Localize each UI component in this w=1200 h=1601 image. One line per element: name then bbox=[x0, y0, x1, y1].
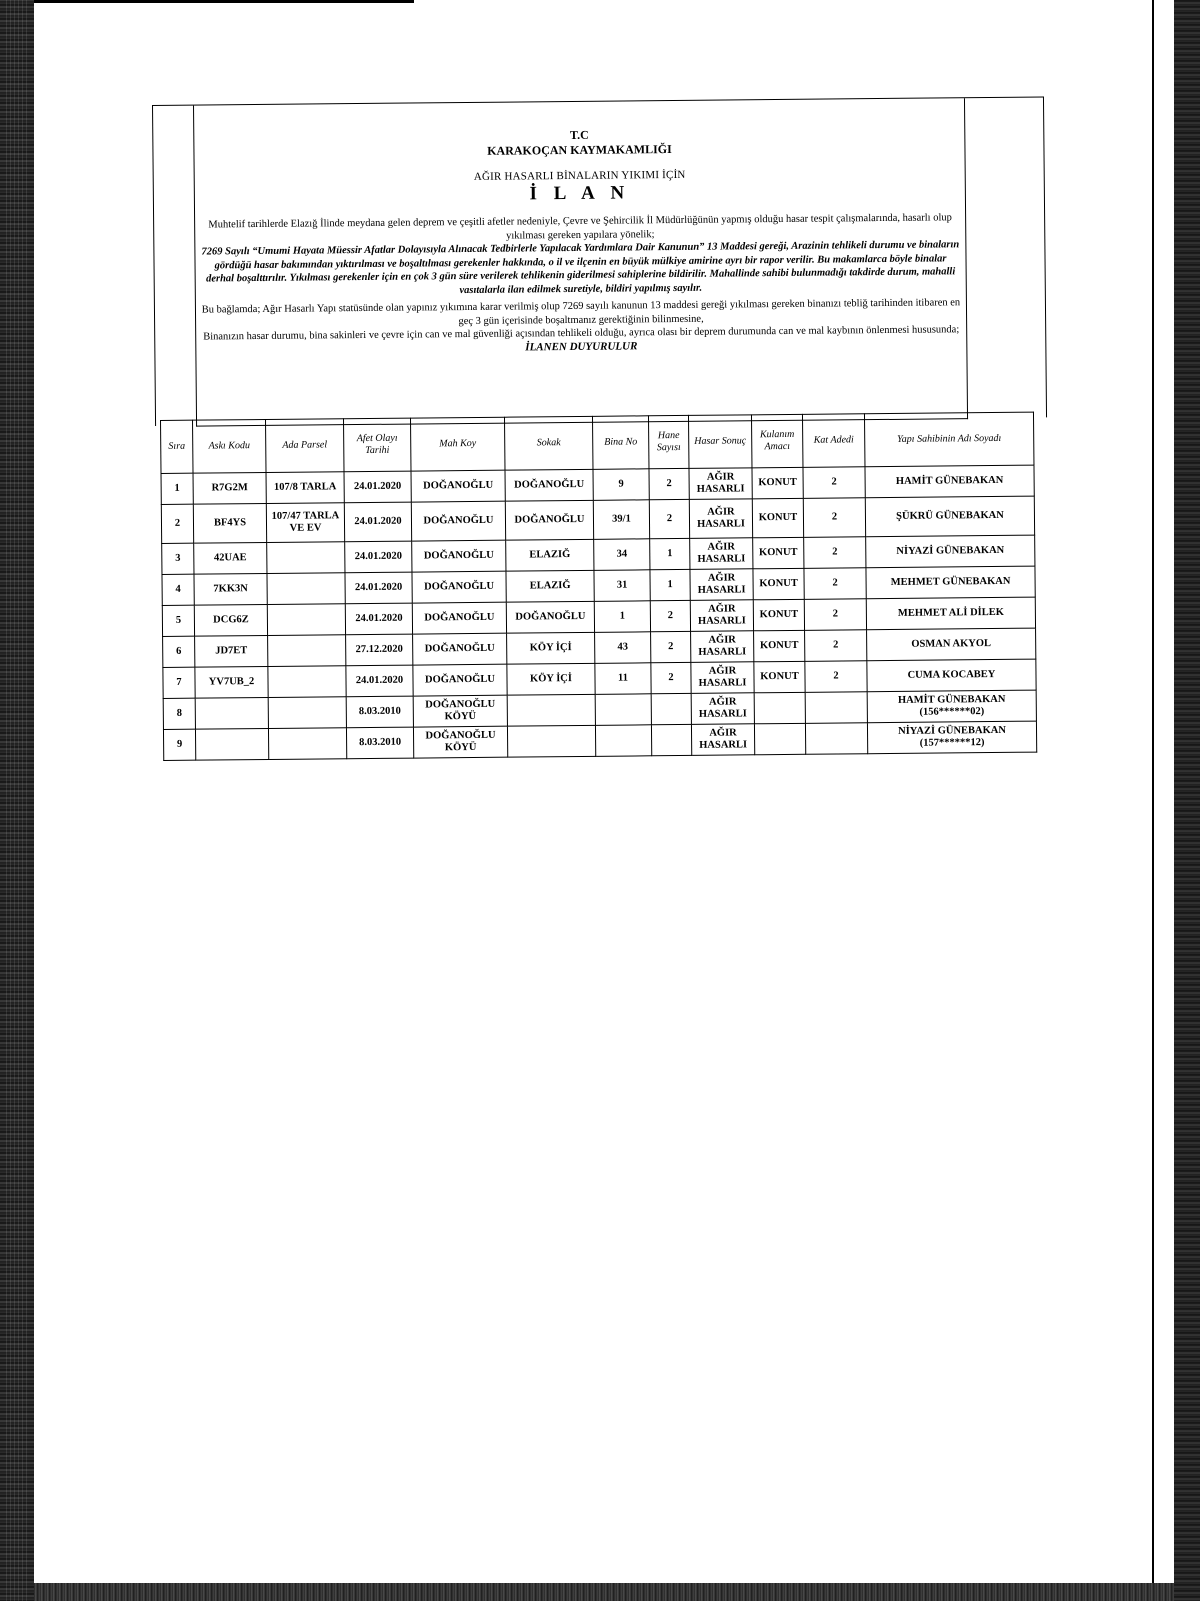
cell-sokak: KÖY İÇİ bbox=[507, 663, 595, 695]
cell-mah-koy: DOĞANOĞLU bbox=[411, 470, 505, 502]
cell-afet-tarihi: 27.12.2020 bbox=[346, 634, 413, 666]
cell-sira: 7 bbox=[163, 667, 195, 698]
cell-kat-adedi: 2 bbox=[805, 630, 867, 662]
cell-hane-sayisi: 2 bbox=[651, 631, 691, 662]
cell-sira: 6 bbox=[163, 636, 195, 667]
cell-kullanim-amaci: KONUT bbox=[753, 568, 804, 599]
cell-bina-no bbox=[595, 725, 651, 757]
cell-sokak: ELAZIĞ bbox=[506, 539, 594, 571]
col-header-kat-adedi: Kat Adedi bbox=[802, 414, 865, 468]
cell-mah-koy: DOĞANOĞLU bbox=[412, 602, 506, 634]
cell-kullanim-amaci: KONUT bbox=[752, 498, 803, 537]
cell-aski-kodu: DCG6Z bbox=[194, 604, 267, 636]
col-header-afet-tarihi: Afet Olayı Tarihi bbox=[343, 418, 411, 472]
cell-bina-no: 34 bbox=[594, 539, 650, 571]
buildings-table-wrapper bbox=[160, 412, 1043, 761]
cell-ada-parsel bbox=[267, 573, 345, 605]
cell-sira: 1 bbox=[161, 473, 193, 504]
cell-hasar-sonuc: AĞIR HASARLI bbox=[689, 468, 752, 500]
cell-kat-adedi: 2 bbox=[805, 661, 867, 693]
cell-hane-sayisi: 2 bbox=[649, 499, 689, 538]
cell-afet-tarihi: 8.03.2010 bbox=[346, 696, 413, 728]
cell-afet-tarihi: 24.01.2020 bbox=[346, 665, 413, 697]
cell-bina-no: 1 bbox=[594, 601, 650, 633]
cell-mah-koy: DOĞANOĞLU bbox=[412, 540, 506, 572]
notice-paragraph-safety: Binanızın hasar durumu, bina sakinleri ve çevre için can ve mal güvenliği açısından tehlikeli olduğu, ayrıca olası bir deprem durumunda can ve mal kaybının önlenmesi hususunda; bbox=[203, 324, 960, 343]
cell-ada-parsel bbox=[267, 542, 345, 574]
cell-ada-parsel bbox=[268, 666, 346, 698]
cell-yapi-sahibi: OSMAN AKYOL bbox=[867, 628, 1036, 661]
cell-hane-sayisi: 2 bbox=[650, 600, 690, 631]
notice-subtitle: AĞIR HASARLI BİNALARIN YIKIMI İÇİN bbox=[473, 168, 686, 183]
cell-hasar-sonuc: AĞIR HASARLI bbox=[691, 662, 754, 694]
cell-ada-parsel: 107/8 TARLA bbox=[266, 472, 344, 504]
cell-aski-kodu: BF4YS bbox=[193, 503, 266, 543]
cell-yapi-sahibi: MEHMET GÜNEBAKAN bbox=[866, 566, 1035, 599]
col-header-kullanim-amaci: Kulanım Amacı bbox=[751, 414, 803, 467]
cell-sokak bbox=[507, 694, 595, 726]
cell-kullanim-amaci: KONUT bbox=[753, 599, 804, 630]
cell-kat-adedi: 2 bbox=[804, 599, 866, 631]
notice-paragraph-law: 7269 Sayılı “Umumi Hayata Müessir Afatlar Dolayısıyla Alınacak Tedbirlerle Yapılacak Yardımlara Dair Kanunun” 13 Maddesi gereği, Arazinin tehlikeli durumu ve binaların gördüğü hasar bakımından yıktırılması ve boşaltılması gerekenler hakkında, o il ve ilçenin en büyük mülkiye amirine ayrı bir rapor verilir. Bu makamlarca böyle binalar derhal boşalttırılır. Yıkılması gerekenler için en çok 3 gün süre verilerek tehlikenin giderilmesi sahiplerine bildirilir. Mahallinde sahibi bulunmadığı takdirde durum, mahalli vasıtalarla ilan edilmek suretiyle, bildiri yapılmış sayılır. bbox=[201, 239, 960, 296]
notice-body bbox=[193, 98, 968, 426]
cell-kat-adedi: 2 bbox=[803, 467, 865, 499]
cell-kat-adedi: 2 bbox=[804, 568, 866, 600]
cell-sira: 5 bbox=[162, 605, 194, 636]
col-header-mah-koy: Mah Koy bbox=[410, 417, 505, 471]
buildings-table bbox=[160, 412, 1037, 761]
cell-hane-sayisi: 1 bbox=[650, 569, 690, 600]
cell-sira: 3 bbox=[162, 543, 194, 574]
cell-bina-no: 39/1 bbox=[593, 500, 649, 540]
col-header-aski-kodu: Askı Kodu bbox=[193, 419, 267, 473]
cell-kullanim-amaci bbox=[754, 692, 805, 723]
cell-afet-tarihi: 8.03.2010 bbox=[346, 727, 413, 759]
scan-border-right bbox=[1174, 0, 1200, 1601]
office-name: KARAKOÇAN KAYMAKAMLIĞI bbox=[487, 142, 672, 158]
cell-mah-koy: DOĞANOĞLU bbox=[411, 501, 505, 541]
notice-paragraph-decision: Bu bağlamda; Ağır Hasarlı Yapı statüsünde olan yapınız yıkımına karar verilmiş olup 7269 sayılı kanunun 13 maddesi gereği yıkılması gereken binanızı tebliğ tarihinden itibaren en geç 3 gün içerisinde boşaltmanız gerektiğinin bilinmesine, bbox=[201, 297, 961, 327]
col-header-sokak: Sokak bbox=[504, 416, 593, 470]
cell-kat-adedi bbox=[805, 723, 867, 755]
notice-closing: İLANEN DUYURULUR bbox=[525, 339, 638, 353]
cell-bina-no bbox=[595, 694, 651, 726]
cell-bina-no: 11 bbox=[595, 663, 651, 695]
cell-yapi-sahibi: MEHMET ALİ DİLEK bbox=[866, 597, 1035, 630]
cell-bina-no: 31 bbox=[594, 570, 650, 602]
scan-border-bottom bbox=[34, 1583, 1174, 1601]
notice-heading: İ L A N bbox=[529, 182, 631, 205]
cell-aski-kodu: 7KK3N bbox=[194, 573, 267, 605]
cell-yapi-sahibi: HAMİT GÜNEBAKAN bbox=[865, 465, 1034, 498]
cell-sira: 4 bbox=[162, 574, 194, 605]
cell-mah-koy: DOĞANOĞLU bbox=[413, 633, 507, 665]
cell-sokak: KÖY İÇİ bbox=[507, 632, 595, 664]
cell-aski-kodu: YV7UB_2 bbox=[195, 666, 268, 698]
cell-hane-sayisi bbox=[651, 693, 691, 724]
cell-hasar-sonuc: AĞIR HASARLI bbox=[691, 693, 754, 725]
cell-yapi-sahibi: NİYAZİ GÜNEBAKAN bbox=[866, 535, 1035, 568]
cell-yapi-sahibi: NİYAZİ GÜNEBAKAN (157******12) bbox=[867, 721, 1036, 754]
cell-sokak: DOĞANOĞLU bbox=[506, 601, 594, 633]
cell-aski-kodu bbox=[195, 728, 268, 760]
col-header-hane-sayisi: Hane Sayısı bbox=[648, 415, 689, 468]
col-header-sira: Sıra bbox=[161, 420, 194, 473]
cell-sira: 8 bbox=[163, 698, 195, 729]
cell-ada-parsel: 107/47 TARLA VE EV bbox=[266, 503, 344, 543]
cell-hasar-sonuc: AĞIR HASARLI bbox=[690, 569, 753, 601]
scan-line-right bbox=[1152, 0, 1154, 1601]
cell-afet-tarihi: 24.01.2020 bbox=[345, 572, 412, 604]
cell-afet-tarihi: 24.01.2020 bbox=[344, 502, 411, 542]
cell-hane-sayisi: 2 bbox=[651, 662, 691, 693]
cell-ada-parsel bbox=[268, 728, 346, 760]
cell-ada-parsel bbox=[268, 635, 346, 667]
cell-hane-sayisi bbox=[651, 724, 691, 755]
cell-hasar-sonuc: AĞIR HASARLI bbox=[691, 631, 754, 663]
cell-mah-koy: DOĞANOĞLU KÖYÜ bbox=[413, 726, 507, 758]
cell-sira: 9 bbox=[163, 729, 195, 760]
table-header-row bbox=[161, 412, 1034, 473]
scan-border-top bbox=[34, 0, 414, 3]
cell-bina-no: 43 bbox=[595, 632, 651, 664]
cell-ada-parsel bbox=[268, 697, 346, 729]
col-header-bina-no: Bina No bbox=[592, 416, 649, 470]
cell-mah-koy: DOĞANOĞLU bbox=[413, 664, 507, 696]
cell-hane-sayisi: 1 bbox=[650, 538, 690, 569]
cell-sokak: ELAZIĞ bbox=[506, 570, 594, 602]
col-header-hasar-sonuc: Hasar Sonuç bbox=[688, 415, 752, 469]
cell-hane-sayisi: 2 bbox=[649, 468, 689, 499]
cell-yapi-sahibi: CUMA KOCABEY bbox=[867, 659, 1036, 692]
cell-kat-adedi: 2 bbox=[804, 537, 866, 569]
col-header-ada-parsel: Ada Parsel bbox=[265, 419, 344, 473]
cell-bina-no: 9 bbox=[593, 469, 649, 501]
cell-kullanim-amaci: KONUT bbox=[754, 630, 805, 661]
cell-mah-koy: DOĞANOĞLU KÖYÜ bbox=[413, 695, 507, 727]
cell-afet-tarihi: 24.01.2020 bbox=[344, 471, 411, 503]
cell-hasar-sonuc: AĞIR HASARLI bbox=[689, 499, 752, 539]
cell-kullanim-amaci: KONUT bbox=[753, 537, 804, 568]
notice-frame bbox=[152, 96, 1047, 426]
cell-hasar-sonuc: AĞIR HASARLI bbox=[690, 538, 753, 570]
cell-kullanim-amaci: KONUT bbox=[752, 467, 803, 498]
cell-aski-kodu: 42UAE bbox=[194, 542, 267, 574]
scan-border-left bbox=[0, 0, 34, 1601]
col-header-yapi-sahibi: Yapı Sahibinin Adı Soyadı bbox=[864, 412, 1034, 467]
cell-aski-kodu bbox=[195, 697, 268, 729]
cell-kullanim-amaci bbox=[754, 723, 805, 754]
cell-sokak bbox=[507, 725, 595, 757]
cell-sira: 2 bbox=[161, 504, 193, 543]
cell-mah-koy: DOĞANOĞLU bbox=[412, 571, 506, 603]
cell-hasar-sonuc: AĞIR HASARLI bbox=[690, 600, 753, 632]
cell-kat-adedi bbox=[805, 692, 867, 724]
cell-sokak: DOĞANOĞLU bbox=[505, 500, 593, 540]
notice-paragraph-intro: Muhtelif tarihlerde Elazığ İlinde meydana gelen deprem ve çeşitli afetler nedeniyle, Çevre ve Şehircilik İl Müdürlüğünün yapmış olduğu hasar tespit çalışmalarında, hasarlı olup yıkılması gereken yapılara yönelik; bbox=[208, 212, 952, 242]
state-label: T.C bbox=[569, 127, 589, 142]
cell-kat-adedi: 2 bbox=[803, 498, 865, 538]
cell-afet-tarihi: 24.01.2020 bbox=[345, 541, 412, 573]
cell-aski-kodu: R7G2M bbox=[193, 472, 266, 504]
cell-kullanim-amaci: KONUT bbox=[754, 661, 805, 692]
cell-ada-parsel bbox=[267, 604, 345, 636]
cell-yapi-sahibi: ŞÜKRÜ GÜNEBAKAN bbox=[865, 496, 1034, 537]
cell-afet-tarihi: 24.01.2020 bbox=[345, 603, 412, 635]
cell-aski-kodu: JD7ET bbox=[195, 635, 268, 667]
cell-sokak: DOĞANOĞLU bbox=[505, 469, 593, 501]
cell-yapi-sahibi: HAMİT GÜNEBAKAN (156******02) bbox=[867, 690, 1036, 723]
cell-hasar-sonuc: AĞIR HASARLI bbox=[691, 724, 754, 756]
